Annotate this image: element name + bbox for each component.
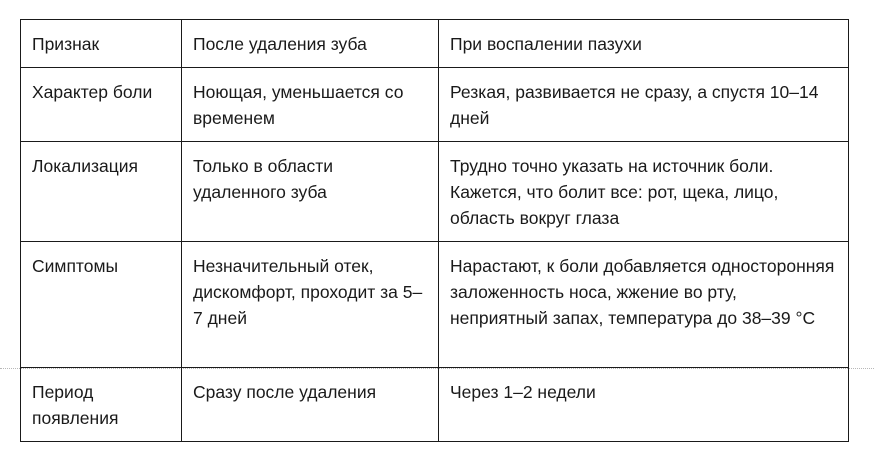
table-row [21,368,849,442]
table-header-row [21,20,849,68]
header-cell-feature: Признак [21,20,182,68]
row-label-onset-period: Период появления [21,368,182,442]
row-label-localization: Локализация [21,142,182,242]
cell-after-extraction: Незначительный отек, дискомфорт, проходит за 5–7 дней [182,242,439,368]
cell-after-extraction: Сразу после удаления [182,368,439,442]
row-label-pain-character: Характер боли [21,68,182,142]
header-cell-sinus-inflammation: При воспалении пазухи [439,20,849,68]
cell-sinus-inflammation: Резкая, развивается не сразу, а спустя 10–14 дней [439,68,849,142]
table-row [21,68,849,142]
header-cell-after-extraction: После удаления зуба [182,20,439,68]
cell-after-extraction: Только в области удаленного зуба [182,142,439,242]
cell-after-extraction: Ноющая, уменьшается со временем [182,68,439,142]
cell-sinus-inflammation: Через 1–2 недели [439,368,849,442]
cell-sinus-inflammation: Трудно точно указать на источник боли. Кажется, что болит все: рот, щека, лицо, область вокруг глаза [439,142,849,242]
table-row [21,242,849,368]
row-label-symptoms: Симптомы [21,242,182,368]
table-row [21,142,849,242]
comparison-table [20,19,849,442]
cell-sinus-inflammation: Нарастают, к боли добавляется односторонняя заложенность носа, жжение во рту, неприятный запах, температура до 38–39 °C [439,242,849,368]
